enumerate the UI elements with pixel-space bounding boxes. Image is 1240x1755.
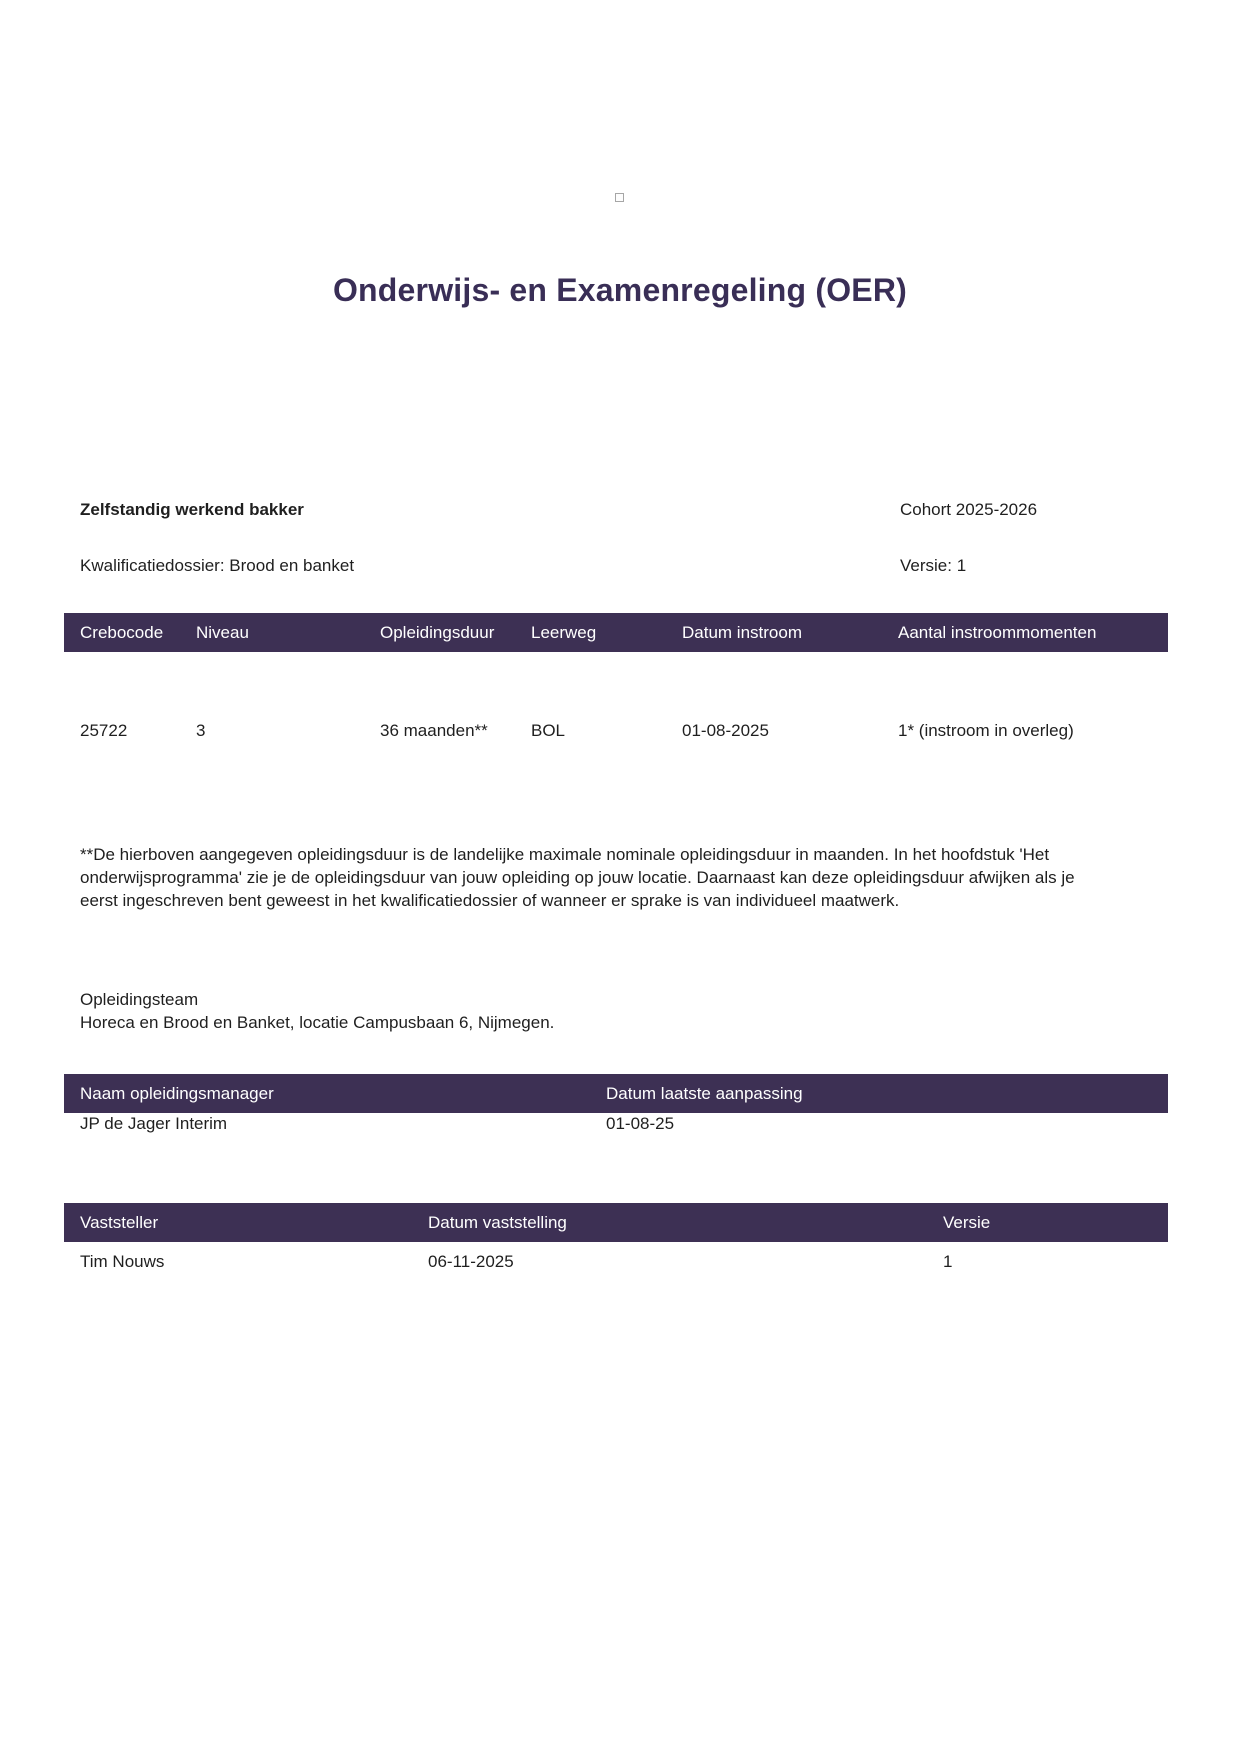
cohort-label: Cohort 2025-2026	[900, 500, 1038, 519]
column-header-datum-laatste-aanpassing: Datum laatste aanpassing	[606, 1083, 803, 1103]
program-table-row	[64, 721, 1168, 741]
program-table-header	[64, 613, 1168, 652]
duration-footnote: **De hierboven aangegeven opleidingsduur is de landelijke maximale nominale opleidingsduur in maanden. In het hoofdstuk 'Het onderwijsprogramma' zie je de opleidingsduur van jouw opleiding op jouw locatie. Daarnaast kan deze opleidingsduur afwijken als je eerst ingeschreven bent geweest in het kwalificatiedossier of wanneer er sprake is van individueel maatwerk.	[80, 845, 1075, 910]
broken-image-placeholder-icon	[615, 193, 624, 202]
cell-vaststeller: Tim Nouws	[80, 1252, 165, 1271]
column-header-crebocode: Crebocode	[80, 622, 164, 642]
version-label: Versie: 1	[900, 556, 967, 575]
column-header-versie: Versie	[943, 1212, 991, 1232]
cell-aantal-instroommomenten: 1* (instroom in overleg)	[898, 721, 1074, 740]
approval-table-row	[64, 1252, 1168, 1272]
cell-datum-laatste-aanpassing: 01-08-25	[606, 1114, 675, 1133]
cell-datum-vaststelling: 06-11-2025	[428, 1252, 514, 1271]
column-header-aantal-instroommomenten: Aantal instroommomenten	[898, 622, 1097, 642]
cell-opleidingsmanager-naam: JP de Jager Interim	[80, 1114, 228, 1133]
cell-crebocode: 25722	[80, 721, 128, 740]
column-header-datum-vaststelling: Datum vaststelling	[428, 1212, 567, 1232]
cell-niveau: 3	[196, 721, 206, 740]
cell-datum-instroom: 01-08-2025	[682, 721, 769, 740]
cell-leerweg: BOL	[531, 721, 566, 740]
approval-table-header	[64, 1203, 1168, 1242]
column-header-datum-instroom: Datum instroom	[682, 622, 802, 642]
column-header-opleidingsduur: Opleidingsduur	[380, 622, 495, 642]
column-header-vaststeller: Vaststeller	[80, 1212, 159, 1232]
cell-versie: 1	[943, 1252, 953, 1271]
qualification-name: Zelfstandig werkend bakker	[80, 500, 304, 519]
column-header-leerweg: Leerweg	[531, 622, 597, 642]
column-header-naam-opleidingsmanager: Naam opleidingsmanager	[80, 1083, 274, 1103]
manager-table-row	[64, 1114, 1168, 1134]
manager-table-header	[64, 1074, 1168, 1113]
opleidingsteam-name: Horeca en Brood en Banket, locatie Campusbaan 6, Nijmegen.	[80, 1013, 555, 1032]
column-header-niveau: Niveau	[196, 622, 249, 642]
opleidingsteam-block	[80, 988, 554, 1034]
document-title: Onderwijs- en Examenregeling (OER)	[332, 272, 908, 308]
cell-opleidingsduur: 36 maanden**	[380, 721, 488, 740]
opleidingsteam-label: Opleidingsteam	[80, 990, 199, 1009]
dossier-label: Kwalificatiedossier: Brood en banket	[80, 556, 355, 575]
